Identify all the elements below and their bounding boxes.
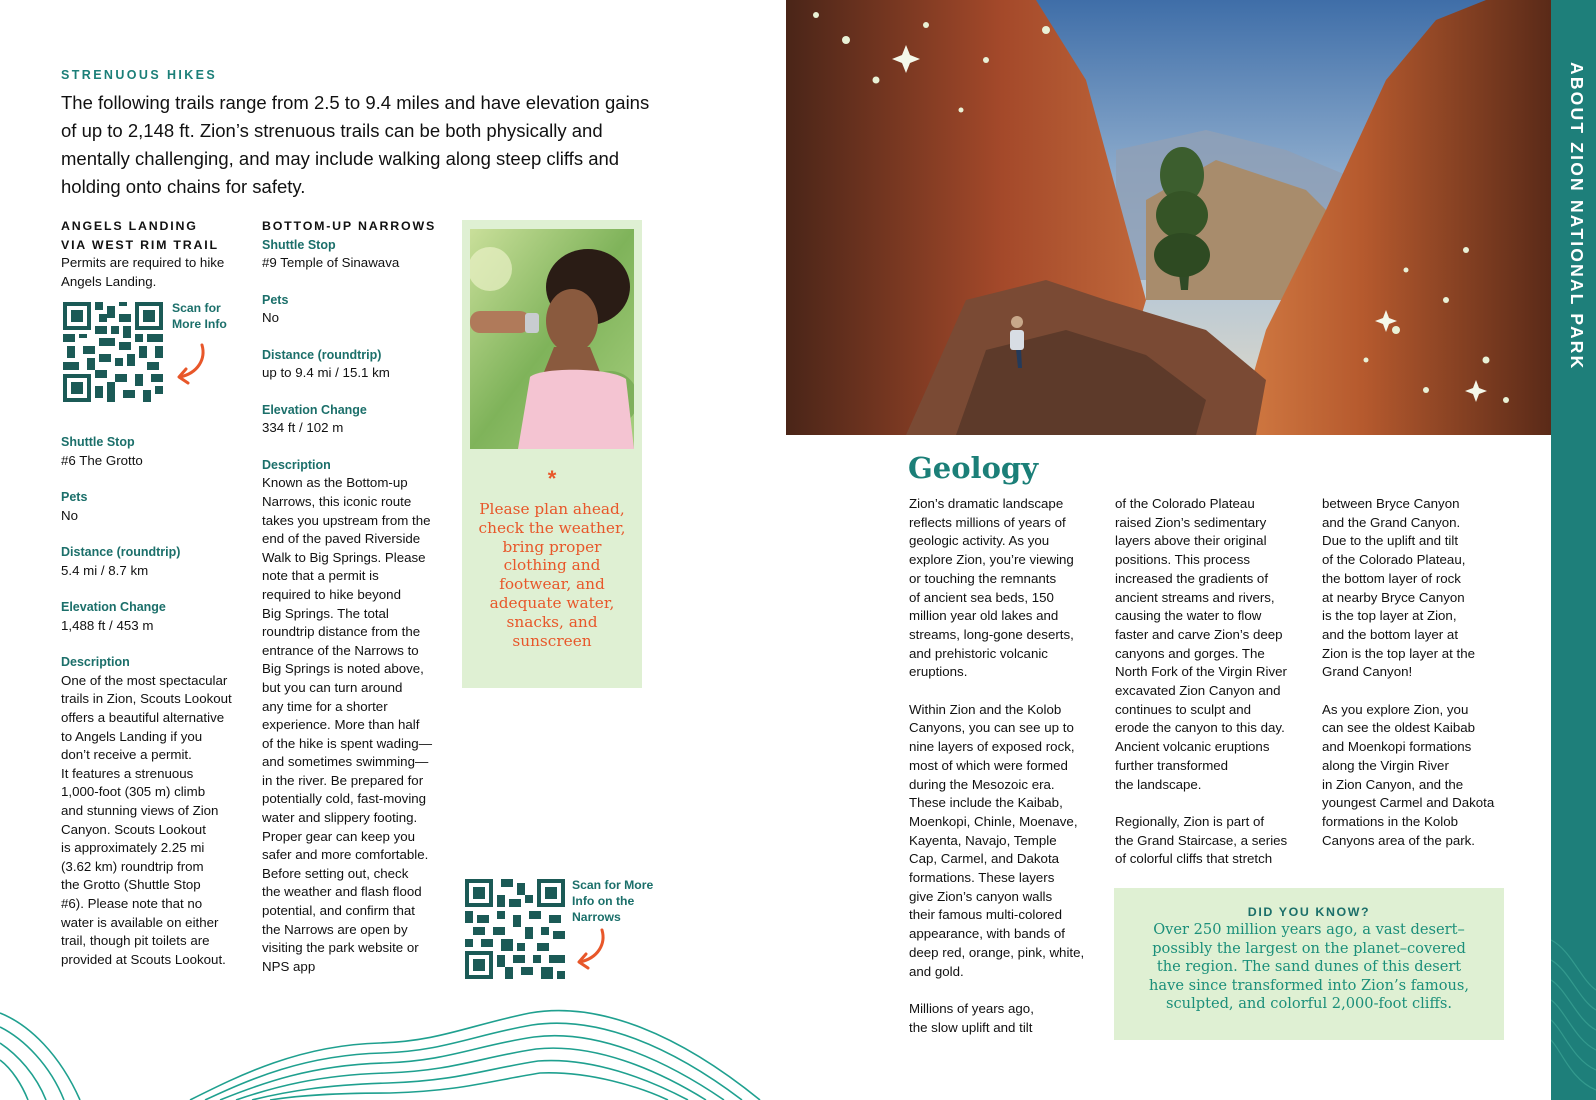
angels-permit-note: Permits are required to hike Angels Landing. (61, 255, 225, 289)
angels-qr-code[interactable] (63, 302, 163, 402)
section-kicker: STRENUOUS HIKES (61, 68, 218, 82)
angels-description: One of the most spectacular trails in Zion, Scouts Lookout offers a beautiful alternative to Angels Landing if you don’t receive a permit. It features a strenuous 1,000-foot (305 m) climb and stunning views of Zion Canyon. Scouts Lookout is approximately 2.25 mi (3.62 km) roundtrip from the Grotto (Shuttle Stop #6). Please note that no water is available on either trail, though pit toilets are provided at Scouts Lookout. (61, 672, 232, 967)
angels-shuttle-value: #6 The Grotto (61, 452, 143, 468)
angels-elevation-value: 1,488 ft / 453 m (61, 617, 154, 633)
angels-pets-value: No (61, 507, 78, 523)
did-you-know-heading: DID YOU KNOW? (1247, 905, 1371, 919)
narrows-scan-label: Scan for More Info on the Narrows (572, 878, 654, 924)
angels-elevation-label: Elevation Change (61, 600, 166, 615)
angels-title-line1: ANGELS LANDING (61, 219, 198, 233)
angels-arrow-icon (174, 343, 210, 387)
section-intro: The following trails range from 2.5 to 9.4 miles and have elevation gains of up to 2,148 ft. Zion’s strenuous trails can be both physically and mentally challenging, and may include walking along steep cliffs and holding onto chains for safety. (61, 92, 650, 197)
topographic-lines-decoration (0, 1005, 790, 1100)
angels-title-line2: VIA WEST RIM TRAIL (61, 237, 219, 252)
tip-box (462, 220, 642, 688)
tip-text: Please plan ahead, check the weather, bring proper clothing and footwear, and adequate water, snacks, and sunscreen (478, 500, 626, 650)
angels-distance-label: Distance (roundtrip) (61, 545, 181, 560)
narrows-pets-value: No (262, 310, 279, 326)
geology-column-2: of the Colorado Plateau raised Zion’s sedimentary layers above their original positions. This process increased the gradients of ancient streams and rivers, causing the water to flow faster and carve Zion’s deep canyons and gorges. The North Fork of the Virgin River excavated Zion Canyon and continues to sculpt and erode the canyon to this day. Ancient volcanic eruptions further transformed the landscape. Regionally, Zion is part of the Grand Staircase, a series of colorful cliffs that stretch (1115, 496, 1288, 867)
narrows-distance-value: up to 9.4 mi / 15.1 km (262, 365, 390, 381)
narrows-shuttle-value: #9 Temple of Sinawava (262, 255, 400, 270)
geology-title: Geology (908, 451, 1039, 485)
angels-distance-value: 5.4 mi / 8.7 km (61, 562, 149, 578)
angels-details (61, 433, 251, 969)
narrows-pets-label: Pets (262, 292, 289, 307)
angels-scan-label: Scan for More Info (172, 301, 227, 331)
did-you-know-text: Over 250 million years ago, a vast desert–possibly the largest on the planet–covered the region. The sand dunes of this desert have since transformed into Zion’s famous, sculpted, and colorful 2,000-foot cliffs. (1148, 921, 1470, 1013)
narrows-arrow-icon (574, 928, 610, 972)
did-you-know-box (1114, 888, 1504, 1040)
angels-pets-label: Pets (61, 490, 88, 505)
narrows-elevation-label: Elevation Change (262, 402, 367, 417)
narrows-column (262, 217, 457, 976)
narrows-description-label: Description (262, 457, 331, 472)
sidebar-label: ABOUT ZION NATIONAL PARK (1567, 62, 1587, 371)
narrows-shuttle-label: Shuttle Stop (262, 237, 336, 252)
angels-landing-column (61, 217, 246, 291)
tip-asterisk: * (547, 466, 557, 491)
narrows-title: BOTTOM-UP NARROWS (262, 219, 437, 233)
narrows-distance-label: Distance (roundtrip) (262, 347, 382, 362)
woman-drinking-photo (470, 229, 634, 449)
angels-shuttle-label: Shuttle Stop (61, 435, 135, 449)
canyon-hero-photo (786, 0, 1551, 435)
angels-description-label: Description (61, 655, 130, 670)
narrows-elevation-value: 334 ft / 102 m (262, 420, 344, 436)
narrows-description: Known as the Bottom-up Narrows, this iconic route takes you upstream from the end of the paved Riverside Walk to Big Springs. Please note that a permit is required to hike beyond Big Springs. The total roundtrip distance from the entrance of the Narrows to Big Springs is noted above, but you can turn around any time for a shorter experience. More than half of the hike is spent wading— and sometimes swimming— in the river. Be prepared for potentially cold, fast-moving water and slippery footing. Proper gear can keep you safer and more comfortable. Before setting out, check the weather and flash flood potential, and confirm that the Narrows are open by visiting the park website or NPS app (262, 475, 433, 974)
narrows-qr-code[interactable] (465, 879, 565, 979)
geology-column-1: Zion’s dramatic landscape reflects millions of years of geologic activity. As you explore Zion, you’re viewing or touching the remnants of ancient sea beds, 150 million year old lakes and streams, long-gone deserts, and prehistoric volcanic eruptions. Within Zion and the Kolob Canyons, you can see up to nine layers of exposed rock, most of which were formed during the Mesozoic era. These include the Kaibab, Moenkopi, Chinle, Moenave, Kayenta, Navajo, Temple Cap, Carmel, and Dakota formations. These layers give Zion’s canyon walls their famous multi-colored appearance, with bands of deep red, orange, pink, white, and gold. Millions of years ago, the slow uplift and tilt (909, 496, 1085, 1035)
geology-column-3: between Bryce Canyon and the Grand Canyon. Due to the uplift and tilt of the Colorado Plateau, the bottom layer of rock at nearby Bryce Canyon is the top layer at Zion, and the bottom layer at Zion is the top layer at the Grand Canyon! As you explore Zion, you can see the oldest Kaibab and Moenkopi formations along the Virgin River in Zion Canyon, and the youngest Carmel and Dakota formations in the Kolob Canyons area of the park. (1322, 496, 1495, 848)
